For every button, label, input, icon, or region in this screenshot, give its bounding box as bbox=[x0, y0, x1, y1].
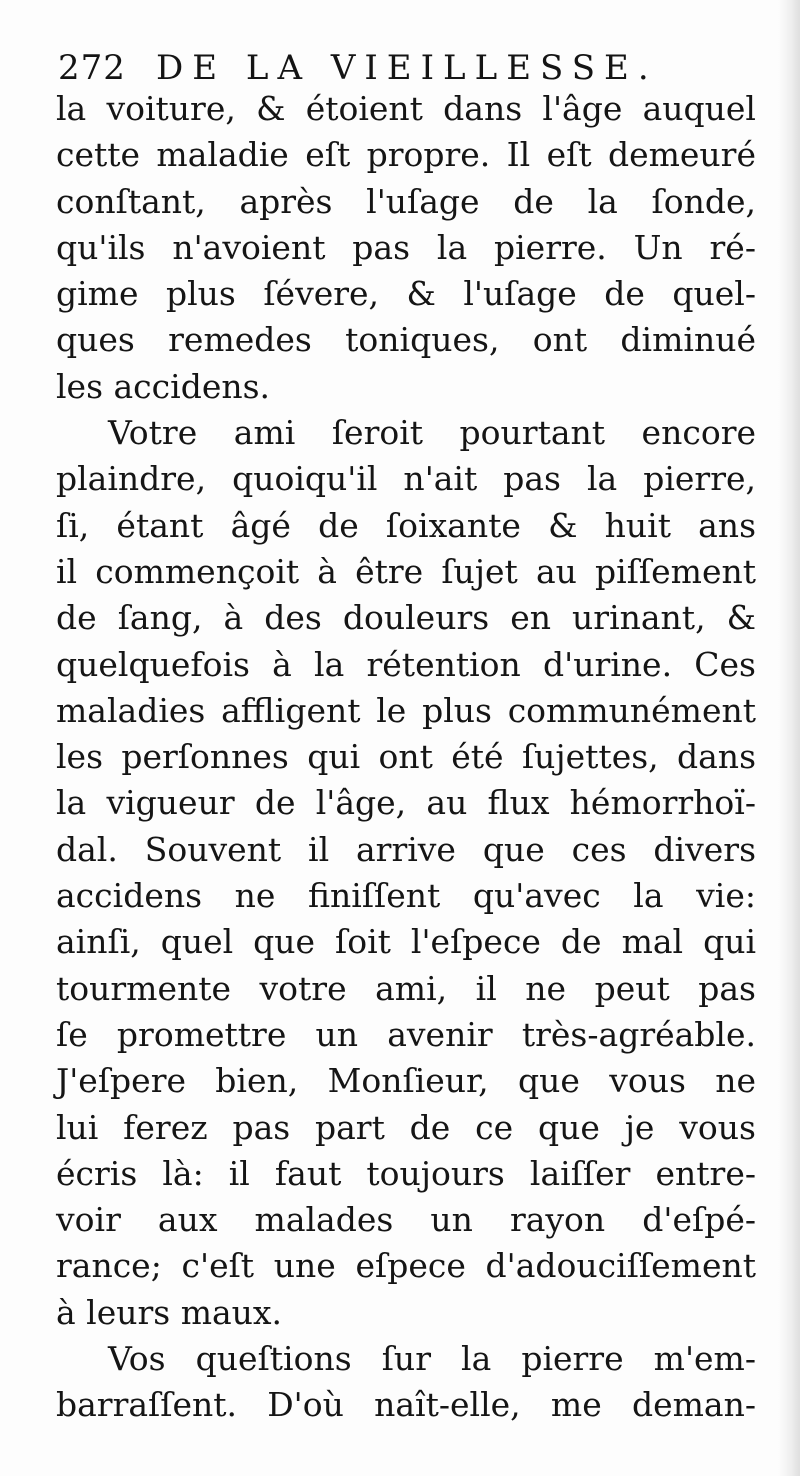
text-line: accidens ne finiſſent qu'avec la vie: bbox=[56, 876, 756, 916]
page-header bbox=[58, 40, 758, 92]
running-title: DE LA VIEILLESSE. bbox=[156, 48, 658, 88]
text-line: ſi, étant âgé de ſoixante & huit ans bbox=[56, 505, 756, 545]
paragraph-start-line: Vos queſtions ſur la pierre m'em- bbox=[108, 1339, 756, 1379]
text-line: à leurs maux. bbox=[56, 1292, 283, 1332]
text-line: gime plus ſévere, & l'uſage de quel- bbox=[56, 274, 756, 314]
text-line: les accidens. bbox=[56, 366, 271, 406]
text-line: voir aux malades un rayon d'eſpé- bbox=[56, 1200, 756, 1240]
text-line: la voiture, & étoient dans l'âge auquel bbox=[56, 89, 756, 128]
text-line: il commençoit à être ſujet au piſſement bbox=[56, 551, 756, 591]
text-line: plaindre, quoiqu'il n'ait pas la pierre, bbox=[56, 459, 756, 499]
text-line: ſe promettre un avenir très-agréable. bbox=[56, 1014, 756, 1054]
text-line: écris là: il faut toujours laiſſer entre- bbox=[56, 1153, 756, 1193]
text-body bbox=[56, 86, 756, 1429]
text-line: lui ferez pas part de ce que je vous bbox=[56, 1107, 756, 1147]
text-line: dal. Souvent il arrive que ces divers bbox=[56, 829, 756, 869]
text-line: ainſi, quel que ſoit l'eſpece de mal qui bbox=[56, 922, 756, 962]
text-line: tourmente votre ami, il ne peut pas bbox=[56, 968, 756, 1008]
text-line: quelquefois à la rétention d'urine. Ces bbox=[56, 644, 756, 684]
text-line: J'eſpere bien, Monſieur, que vous ne bbox=[56, 1061, 756, 1101]
page-number: 272 bbox=[58, 48, 126, 88]
text-line: les perſonnes qui ont été ſujettes, dans bbox=[56, 737, 756, 777]
text-line: la vigueur de l'âge, au flux hémorrhoï- bbox=[56, 783, 756, 823]
paragraph-start-line: Votre ami ſeroit pourtant encore bbox=[108, 413, 756, 453]
text-line: barraſſent. D'où naît-elle, me deman- bbox=[56, 1385, 756, 1425]
text-line: qu'ils n'avoient pas la pierre. Un ré- bbox=[56, 227, 756, 267]
page-edge-shadow bbox=[778, 0, 800, 1476]
text-line: de ſang, à des douleurs en urinant, & bbox=[56, 598, 756, 638]
text-line: rance; c'eſt une eſpece d'adouciſſement bbox=[56, 1246, 756, 1286]
text-line: conſtant, après l'uſage de la ſonde, bbox=[56, 181, 756, 221]
text-line: maladies affligent le plus communément bbox=[56, 690, 756, 730]
text-line: ques remedes toniques, ont diminué bbox=[56, 320, 756, 360]
text-line: cette maladie eſt propre. Il eſt demeuré bbox=[56, 135, 756, 175]
